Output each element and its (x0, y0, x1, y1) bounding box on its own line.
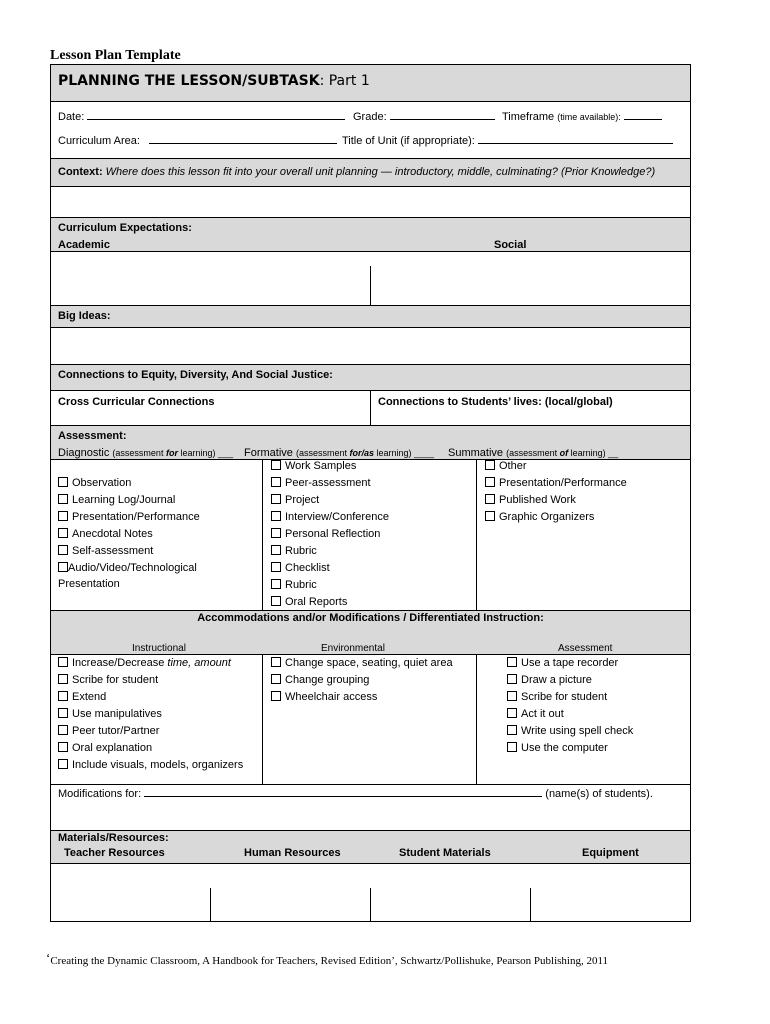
checkbox-icon (271, 596, 281, 606)
option-label: Write using spell check (521, 725, 634, 737)
checkbox-icon (271, 545, 281, 555)
option-label: Personal Reflection (285, 528, 381, 540)
checkbox-icon (507, 708, 517, 718)
assessment-title: Assessment: (58, 430, 127, 442)
option-label: Checklist (285, 562, 330, 574)
social-label: Social (494, 239, 527, 251)
option-label-continued: Presentation (58, 578, 120, 590)
assess-option[interactable] (58, 494, 175, 506)
option-label: Audio/Video/Technological (68, 562, 197, 574)
option-label: Oral Reports (285, 596, 348, 608)
checkbox-icon (271, 562, 281, 572)
instructional-label: Instructional (132, 643, 186, 654)
option-label: Change space, seating, quiet area (285, 657, 453, 669)
option-label: Self-assessment (72, 545, 154, 557)
assess-option[interactable] (485, 460, 527, 472)
accommodation-option[interactable] (507, 708, 564, 720)
summative-line (448, 447, 618, 459)
checkbox-icon (58, 759, 68, 769)
option-label: Peer tutor/Partner (72, 725, 160, 737)
checkbox-icon (271, 691, 281, 701)
assess-option[interactable] (58, 562, 197, 574)
unit-title-field[interactable] (342, 135, 673, 147)
accommodation-option[interactable] (507, 657, 618, 669)
assessment-header (51, 426, 690, 460)
accommodation-option[interactable] (58, 657, 231, 669)
assess-option[interactable] (271, 528, 380, 540)
date-label: Date: (58, 111, 85, 123)
accommodation-option[interactable] (271, 674, 369, 686)
checkbox-icon (58, 674, 68, 684)
modifications-suffix: (name(s) of students). (545, 788, 653, 800)
assess-option[interactable] (271, 494, 319, 506)
modifications-field[interactable] (58, 788, 653, 800)
option-label: Scribe for student (72, 674, 159, 686)
diagnostic-label: Diagnostic (58, 447, 110, 459)
option-label: Observation (72, 477, 132, 489)
timeframe-label: Timeframe (502, 111, 555, 123)
context-question: Where does this lesson fit into your overall unit planning — introductory, middle, culminating? (Prior Knowledge?) (105, 166, 656, 178)
materials-divider-3 (530, 888, 531, 921)
accommodation-option[interactable] (507, 725, 633, 737)
checkbox-icon (58, 562, 68, 572)
heading-colon: : (319, 73, 325, 89)
connections-row[interactable] (51, 391, 690, 426)
assessment-divider-1 (262, 460, 263, 610)
option-label: Increase/Decrease (72, 657, 168, 669)
option-label: Oral explanation (72, 742, 153, 754)
option-label: Extend (72, 691, 107, 703)
connections-divider (370, 391, 371, 425)
accommodations-title: Accommodations and/or Modifications / Differentiated Instruction: (197, 612, 544, 624)
formative-label: Formative (244, 447, 293, 459)
heading-main: PLANNING THE LESSON/SUBTASK (58, 73, 320, 89)
option-label: Wheelchair access (285, 691, 378, 703)
checkbox-icon (271, 657, 281, 667)
option-label: Project (285, 494, 320, 506)
option-label: Act it out (521, 708, 564, 720)
checkbox-icon (58, 511, 68, 521)
formative-note-a: (assessment (295, 448, 350, 458)
option-label: Other (499, 460, 527, 472)
checkbox-icon (58, 657, 68, 667)
checkbox-icon (58, 742, 68, 752)
materials-answer-area[interactable] (51, 864, 690, 922)
timeframe-note: (time available): (557, 112, 621, 122)
checkbox-icon (58, 708, 68, 718)
option-label: Graphic Organizers (499, 511, 595, 523)
academic-label: Academic (58, 239, 110, 251)
accommodation-option[interactable] (271, 691, 377, 703)
option-label: Use the computer (521, 742, 608, 754)
context-text (58, 166, 655, 178)
checkbox-icon (58, 725, 68, 735)
option-label: Use a tape recorder (521, 657, 619, 669)
assess-option[interactable] (485, 511, 594, 523)
accommodation-option[interactable] (507, 691, 607, 703)
modifications-label: Modifications for: (58, 788, 142, 800)
accommodation-option[interactable] (58, 674, 158, 686)
option-label: Rubric (285, 579, 317, 591)
equipment-label: Equipment (582, 847, 639, 859)
assess-option[interactable] (485, 494, 576, 506)
assess-option[interactable] (271, 545, 317, 557)
formative-note-b: for/as (349, 448, 375, 458)
expectations-title: Curriculum Expectations: (58, 222, 192, 234)
expectations-header (51, 218, 690, 252)
checkbox-icon (507, 657, 517, 667)
context-answer-area[interactable] (51, 187, 690, 218)
checkbox-icon (485, 460, 495, 470)
checkbox-icon (507, 674, 517, 684)
big-ideas-header (51, 306, 690, 328)
checkbox-icon (271, 477, 281, 487)
option-label: Anecdotal Notes (72, 528, 153, 540)
assess-option[interactable] (485, 477, 627, 489)
teacher-resources-label: Teacher Resources (64, 847, 165, 859)
materials-divider-2 (370, 888, 371, 921)
checkbox-icon (507, 742, 517, 752)
formative-line (244, 447, 434, 459)
option-label-italic: time, amount (167, 657, 231, 669)
footer-text: Creating the Dynamic Classroom, A Handbook for Teachers, Revised Edition’, Schwartz/Pollishuke, Pearson Publishing, 2011 (50, 955, 609, 967)
checkbox-icon (58, 545, 68, 555)
summative-note-a: (assessment (506, 448, 560, 458)
summative-note-c: learning) __ (568, 448, 619, 458)
accommodation-option[interactable] (58, 691, 106, 703)
assess-option[interactable] (271, 562, 330, 574)
citation-footer (46, 950, 608, 967)
checkbox-icon (485, 494, 495, 504)
option-label: Scribe for student (521, 691, 608, 703)
unit-title-label: Title of Unit (if appropriate): (342, 135, 475, 147)
assess-option[interactable] (58, 511, 200, 523)
accommodations-divider-2 (476, 655, 477, 784)
diagnostic-note-b: for (165, 448, 178, 458)
checkbox-icon (58, 494, 68, 504)
accommodation-option[interactable] (58, 759, 243, 771)
checkbox-icon (271, 579, 281, 589)
assess-option[interactable] (271, 477, 371, 489)
equity-header (51, 365, 690, 391)
info-row (51, 102, 690, 159)
timeframe-field[interactable] (502, 111, 662, 123)
checkbox-icon (58, 691, 68, 701)
accommodation-option[interactable] (58, 725, 159, 737)
checkbox-icon (271, 528, 281, 538)
checkbox-icon (485, 477, 495, 487)
checkbox-icon (271, 674, 281, 684)
diagnostic-note-a: (assessment (112, 448, 166, 458)
assess-option[interactable] (271, 460, 356, 472)
assess-option[interactable] (271, 596, 347, 608)
accommodation-option[interactable] (507, 674, 592, 686)
planning-heading (58, 73, 370, 89)
equity-label: Connections to Equity, Diversity, And Social Justice: (58, 369, 333, 381)
option-label: Include visuals, models, organizers (72, 759, 244, 771)
assessment-options (51, 460, 690, 611)
checkbox-icon (271, 494, 281, 504)
diagnostic-note-c: learning) ___ (177, 448, 233, 458)
expectations-answer-area[interactable] (51, 252, 690, 306)
accommodation-option[interactable] (271, 657, 453, 669)
human-resources-label: Human Resources (244, 847, 341, 859)
curriculum-area-label: Curriculum Area: (58, 135, 140, 147)
materials-divider-1 (210, 888, 211, 921)
checkbox-icon (507, 725, 517, 735)
summative-note-b: of (559, 448, 569, 458)
checkbox-icon (507, 691, 517, 701)
accommodations-divider-1 (262, 655, 263, 784)
checkbox-icon (271, 460, 281, 470)
date-field[interactable] (58, 111, 345, 123)
context-label: Context: (58, 166, 103, 178)
cross-curricular-label: Cross Curricular Connections (58, 396, 215, 408)
document-title: Lesson Plan Template (50, 48, 181, 63)
diagnostic-line (58, 447, 233, 459)
accommodation-option[interactable] (507, 742, 608, 754)
student-lives-label: Connections to Students’ lives: (local/global) (378, 396, 613, 408)
assess-option[interactable] (58, 545, 153, 557)
option-label: Interview/Conference (285, 511, 389, 523)
checkbox-icon (485, 511, 495, 521)
accommodation-option[interactable] (58, 708, 162, 720)
materials-title: Materials/Resources: (58, 832, 169, 844)
curriculum-area-field[interactable] (58, 135, 337, 147)
lesson-plan-form (50, 64, 691, 922)
expectations-divider (370, 266, 371, 305)
formative-note-c: learning) ____ (374, 448, 435, 458)
option-label: Published Work (499, 494, 576, 506)
environmental-label: Environmental (321, 643, 385, 654)
grade-field[interactable] (353, 111, 495, 123)
modifications-row[interactable] (51, 785, 690, 831)
checkbox-icon (58, 477, 68, 487)
assess-option[interactable] (271, 511, 389, 523)
grade-label: Grade: (353, 111, 387, 123)
option-label: Learning Log/Journal (72, 494, 176, 506)
accommodations-options (51, 655, 690, 785)
assess-option[interactable] (271, 579, 317, 591)
option-label: Presentation/Performance (72, 511, 200, 523)
accommodation-assessment-label: Assessment (558, 643, 613, 654)
planning-heading-row (51, 65, 690, 102)
summative-label: Summative (448, 447, 504, 459)
option-label: Presentation/Performance (499, 477, 627, 489)
big-ideas-label: Big Ideas: (58, 310, 111, 322)
accommodations-header (51, 611, 690, 655)
context-row (51, 159, 690, 187)
assess-option[interactable] (58, 477, 131, 489)
heading-part: Part 1 (328, 73, 370, 89)
option-label: Change grouping (285, 674, 370, 686)
option-label: Draw a picture (521, 674, 592, 686)
big-ideas-answer-area[interactable] (51, 328, 690, 365)
checkbox-icon (58, 528, 68, 538)
footer-quote-mark: ‘ (46, 950, 51, 965)
assess-option[interactable] (58, 528, 153, 540)
option-label: Work Samples (285, 460, 357, 472)
option-label: Peer-assessment (285, 477, 371, 489)
accommodation-option[interactable] (58, 742, 152, 754)
checkbox-icon (271, 511, 281, 521)
student-materials-label: Student Materials (399, 847, 491, 859)
option-label: Rubric (285, 545, 317, 557)
option-label: Use manipulatives (72, 708, 162, 720)
assessment-divider-2 (476, 460, 477, 610)
